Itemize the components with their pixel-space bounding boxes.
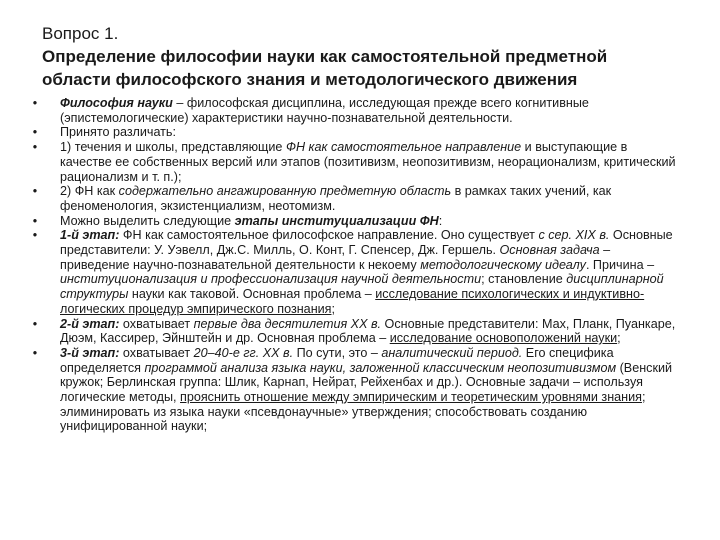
list-item (30, 184, 680, 213)
list-item (30, 214, 680, 229)
item-text: ; (617, 331, 621, 346)
item-text: Его специфика определяется (60, 345, 614, 375)
item-text: методологическому идеалу (420, 257, 586, 272)
item-text: 2-й этап: (60, 316, 120, 331)
question-number: Вопрос 1. (42, 24, 119, 43)
bullet-icon: • (32, 316, 38, 331)
item-text: аналитический период. (381, 345, 523, 360)
item-text: первые два десятилетия XX в. (193, 316, 382, 331)
title-line: Определение философии науки как самостоятельной предметной (42, 47, 608, 66)
item-text: 20–40-е гг. XX в. (193, 345, 294, 360)
item-text: ; элиминировать из языка науки «псевдонаучные» утверждения; способствовать созданию унифицированной науки; (60, 390, 646, 434)
item-text: институционализация и профессионализация научной деятельности (60, 272, 482, 287)
item-text: Основная задача (499, 243, 600, 258)
item-text: ; становление (481, 272, 567, 287)
item-text: в рамках таких учений, как феноменология, экзистенциализм, неотомизм. (60, 184, 612, 213)
item-text: этапы институциализации ФН (234, 213, 439, 228)
list-item (30, 125, 680, 140)
item-text: Основные представители: У. Уэвелл, Дж.С. Милль, О. Конт, Г. Спенсер, Дж. Гершель. (60, 228, 673, 258)
item-text: Можно выделить следующие (60, 213, 235, 228)
bullet-list (30, 96, 680, 434)
item-text: исследование психологических и индуктивно-логических процедур эмпирического познания (60, 287, 645, 316)
item-text: исследование основоположений науки (389, 331, 618, 346)
list-item (30, 96, 680, 125)
item-text: . Причина – (585, 257, 655, 272)
item-text: содержательно ангажированную предметную область (118, 184, 452, 199)
item-text: 3-й этап: (60, 345, 120, 360)
item-text: прояснить отношение между эмпирическим и теоретическим уровнями знания (180, 390, 642, 405)
item-text: охватывает (119, 345, 194, 360)
item-text: программой анализа языка науки, заложенной классическим неопозитивизмом (144, 360, 617, 375)
slide-title (42, 22, 702, 91)
bullet-icon: • (32, 140, 38, 155)
item-text: Основные представители: Мах, Планк, Пуанкаре, Дюэм, Кассирер, Эйнштейн и др. Основная проблема – (60, 316, 676, 346)
item-text: Философия науки (60, 96, 173, 110)
bullet-icon: • (32, 345, 38, 360)
item-text: 2) ФН как (60, 184, 119, 199)
item-text: науки как таковой. Основная проблема – (128, 287, 376, 302)
item-text: охватывает (119, 316, 194, 331)
list-item (30, 346, 680, 434)
item-text: – приведение научно-познавательной деятельности к некоему (60, 243, 611, 272)
list-item (30, 140, 680, 184)
list-item (30, 317, 680, 346)
item-text: Принято различать: (60, 125, 176, 140)
bullet-icon: • (32, 228, 38, 243)
bullet-icon: • (32, 96, 38, 110)
item-text: По сути, это – (293, 345, 382, 360)
item-text: ФН как самостоятельное философское направление. Оно существует (119, 228, 539, 243)
item-text: (Венский кружок; Берлинская группа: Шлик, Карнап, Нейрат, Рейхенбах и др.). Основные задачи – используя логические методы, (60, 360, 673, 405)
item-text: ФН как самостоятельное направление (285, 140, 522, 155)
item-text: с сер. XIX в. (538, 228, 610, 243)
item-text: дисциплинарной структуры (60, 272, 664, 302)
title-line: области философского знания и методологического движения (42, 70, 578, 89)
item-text: 1) течения и школы, представляющие (60, 140, 286, 155)
bullet-icon: • (32, 184, 38, 199)
item-text: : (438, 213, 443, 228)
bullet-icon: • (32, 213, 38, 228)
item-text: 1-й этап: (60, 228, 120, 243)
item-text: и выступающие в качестве ее собственных версий или этапов (позитивизм, неопозитивизм, неорационализм, критический рационализм и т. п.); (60, 140, 676, 184)
bullet-icon: • (32, 125, 38, 140)
item-text: – философская дисциплина, исследующая прежде всего когнитивные (эпистемологические) характеристики научно-познавательной деятельности. (60, 96, 589, 125)
item-text: ; (331, 301, 335, 316)
list-item (30, 228, 680, 316)
